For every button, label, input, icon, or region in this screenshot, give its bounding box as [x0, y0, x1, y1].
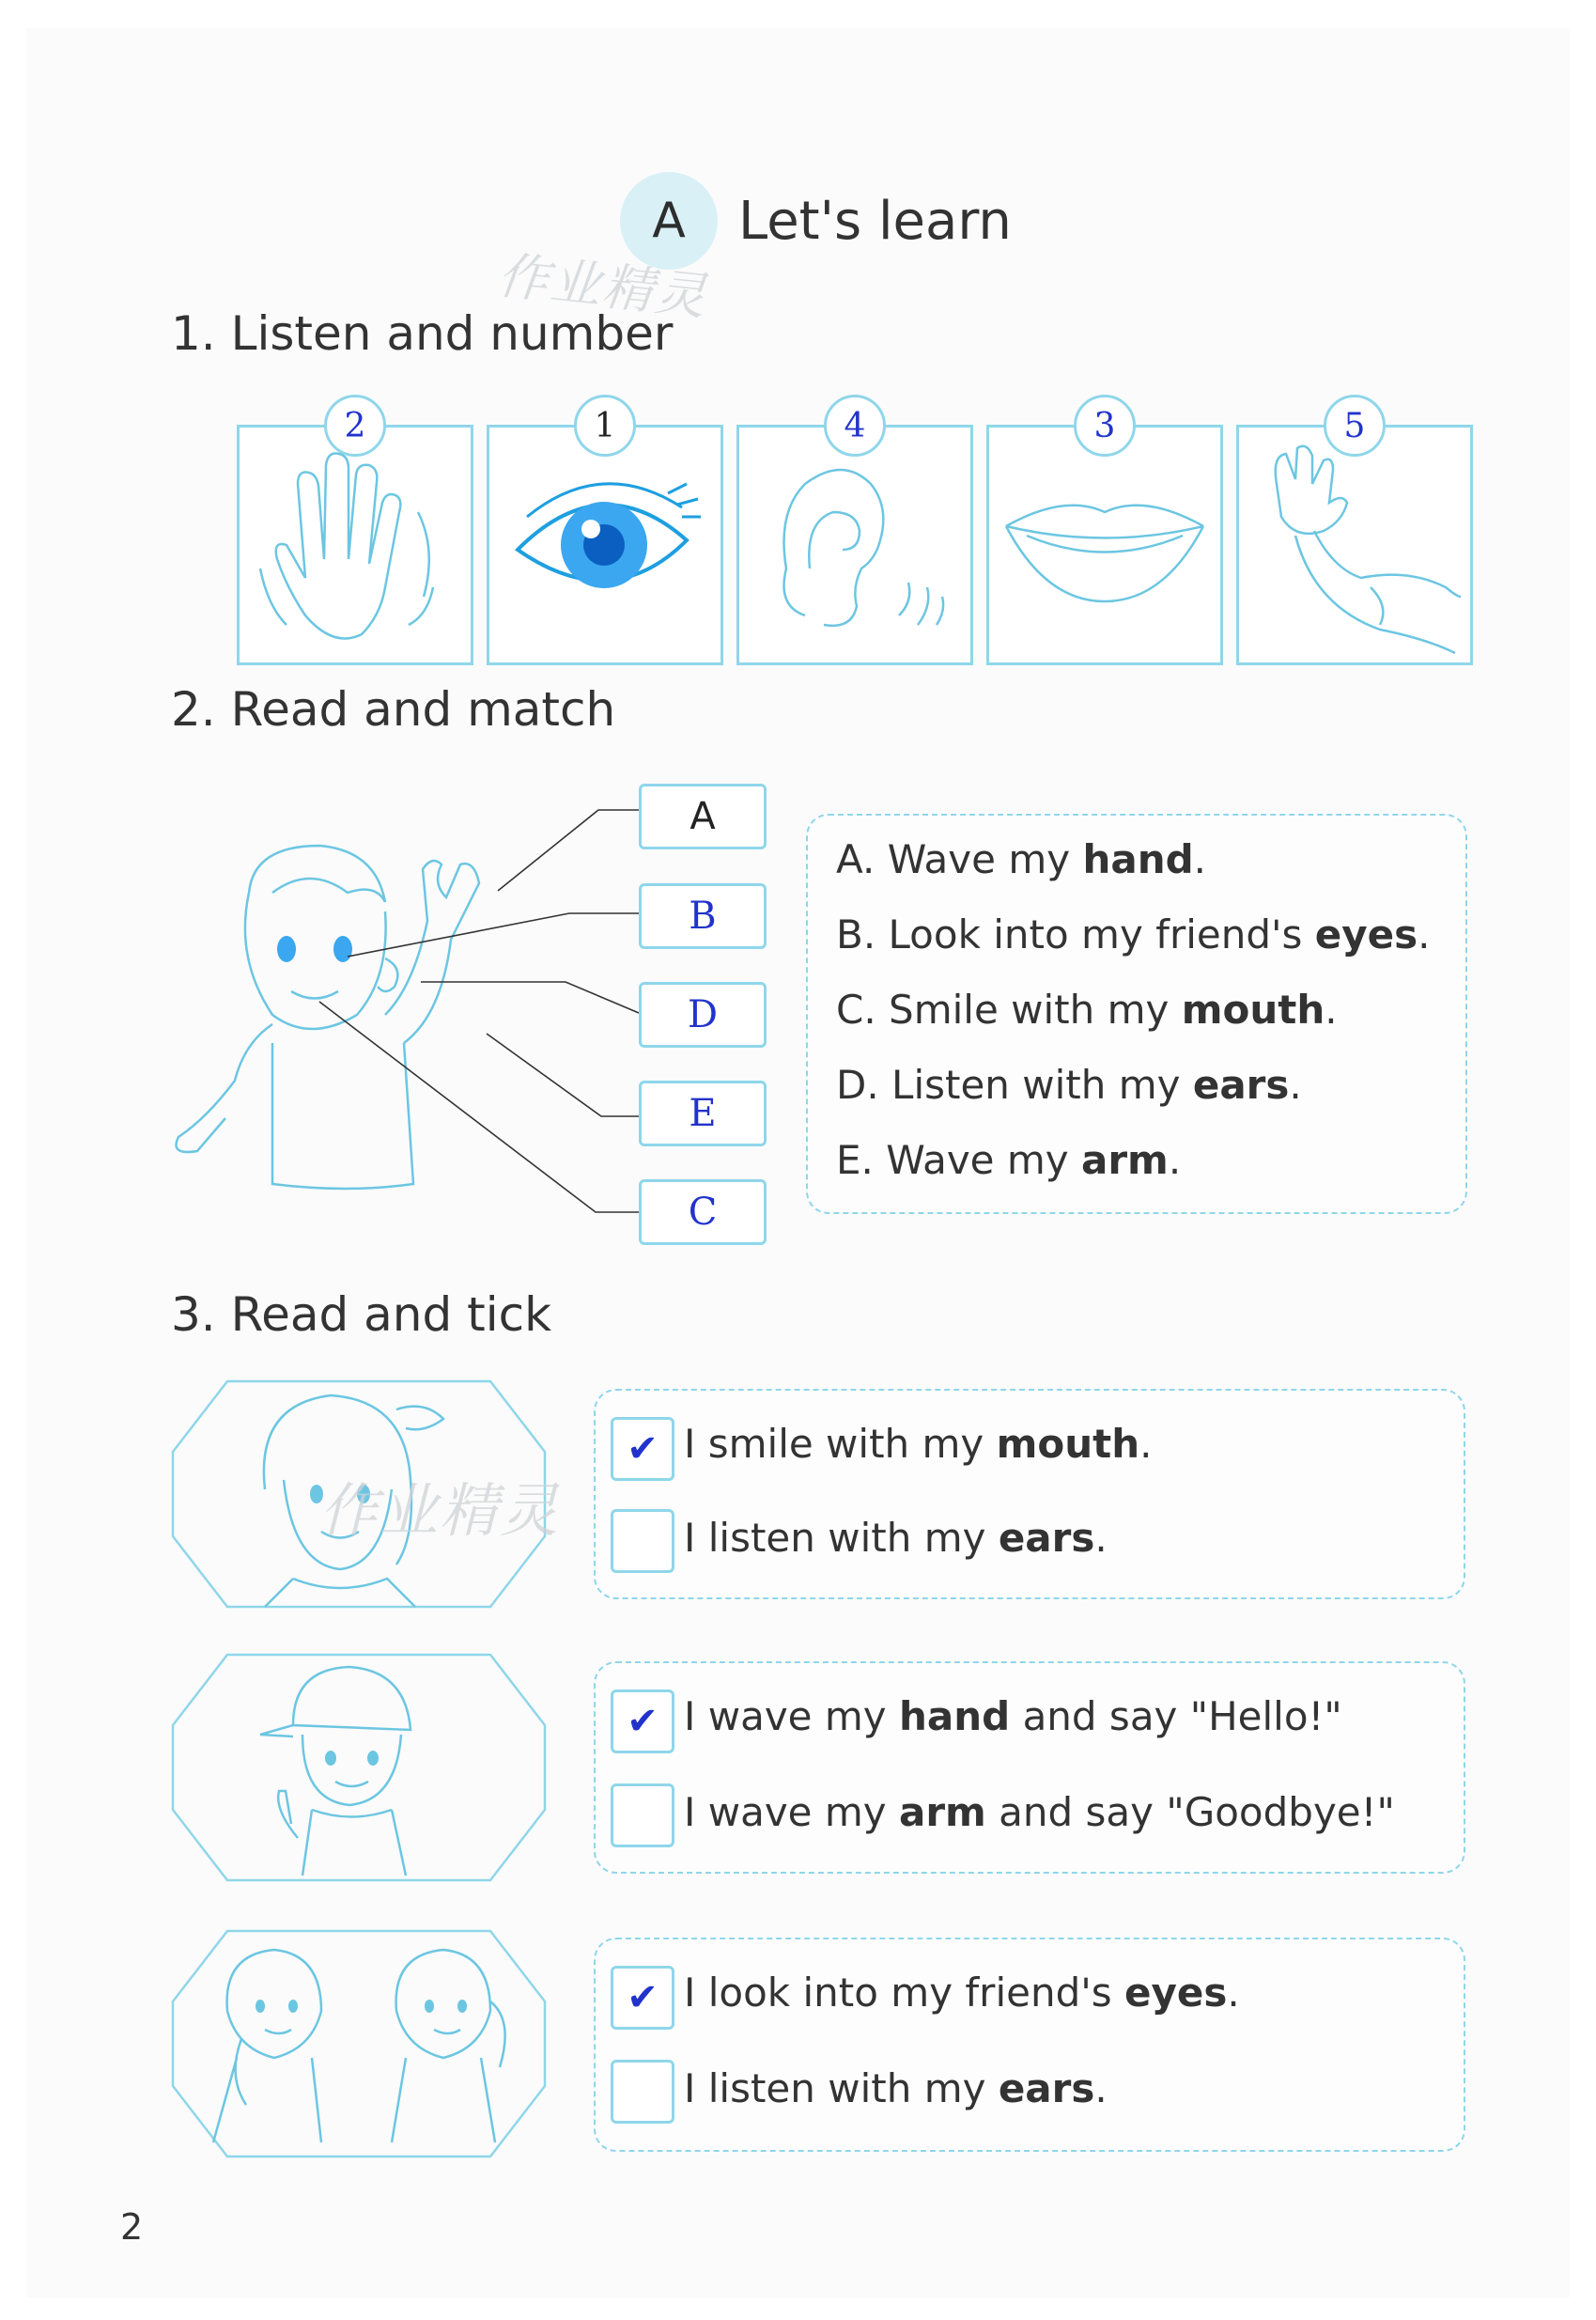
tick-statement-2a [684, 1693, 1342, 1739]
statement-text-end: . [1094, 2065, 1108, 2111]
match-option-d [836, 1062, 1302, 1108]
statement-text: I wave my [684, 1693, 899, 1739]
option-keyword: eyes [1314, 911, 1418, 958]
option-text-end: . [1168, 1137, 1182, 1183]
tick-statement-3b [684, 2065, 1108, 2111]
match-option-a [836, 836, 1206, 882]
match-box-1: A [639, 784, 767, 849]
match-box-3: D [639, 982, 767, 1048]
option-keyword: ears [1192, 1062, 1290, 1108]
tick-statement-2b [684, 1789, 1395, 1835]
match-box-4: E [639, 1081, 767, 1146]
statement-text: I listen with my [684, 1515, 999, 1561]
statement-text: I smile with my [684, 1421, 997, 1467]
tick-box-2a[interactable]: ✔ [611, 1689, 674, 1753]
option-keyword: arm [1080, 1137, 1169, 1183]
statement-keyword: ears [998, 2065, 1095, 2111]
watermark: 作业精灵 [494, 245, 711, 327]
tick-statement-3a [684, 1970, 1240, 2016]
option-text-end: . [1325, 987, 1338, 1033]
two-girls-icon [171, 1926, 547, 2161]
option-text-end: . [1193, 836, 1207, 882]
statement-keyword: arm [899, 1789, 986, 1835]
option-text: E. Wave my [836, 1137, 1081, 1183]
waving-boy-icon [171, 1650, 547, 1885]
match-box-2: B [639, 883, 767, 949]
option-keyword: hand [1082, 836, 1194, 882]
answer-number-1: 2 [324, 395, 386, 457]
statement-text-end: . [1227, 1970, 1240, 2016]
match-option-e [836, 1137, 1181, 1183]
answer-number-2: 1 [574, 395, 636, 457]
tick-box-3a[interactable]: ✔ [611, 1966, 674, 2030]
lesson-title: Let's learn [738, 190, 1012, 252]
section2-title: 2. Read and match [171, 682, 616, 737]
statement-text: I listen with my [684, 2065, 999, 2111]
answer-number-3: 4 [824, 395, 886, 457]
statement-keyword: ears [998, 1515, 1095, 1561]
lesson-letter-badge: A [620, 172, 718, 270]
tick-box-1a[interactable]: ✔ [611, 1417, 674, 1481]
match-box-5: C [639, 1179, 767, 1245]
option-text: D. Listen with my [836, 1062, 1193, 1108]
match-option-c [836, 987, 1338, 1033]
section1-title: 1. Listen and number [171, 306, 674, 361]
tick-statement-1a [684, 1421, 1153, 1467]
option-text: B. Look into my friend's [836, 911, 1315, 958]
option-text-end: . [1418, 911, 1431, 958]
statement-keyword: mouth [996, 1421, 1140, 1467]
statement-text-end: . [1139, 1421, 1153, 1467]
statement-keyword: eyes [1124, 1970, 1228, 2016]
statement-text: I wave my [684, 1789, 899, 1835]
tick-box-2b[interactable] [611, 1783, 674, 1847]
page-number: 2 [120, 2206, 144, 2248]
answer-number-4: 3 [1074, 395, 1136, 457]
statement-text-end: . [1094, 1515, 1108, 1561]
answer-number-5: 5 [1324, 395, 1386, 457]
statement-text-end: and say "Hello!" [1010, 1693, 1342, 1739]
section3-title: 3. Read and tick [171, 1287, 552, 1342]
tick-box-3b[interactable] [611, 2060, 674, 2124]
option-text-end: . [1289, 1062, 1302, 1108]
watermark: 作业精灵 [319, 1476, 561, 1545]
match-option-b [836, 911, 1431, 958]
option-text: C. Smile with my [836, 987, 1182, 1033]
statement-keyword: hand [899, 1693, 1011, 1739]
tick-box-1b[interactable] [611, 1509, 674, 1573]
statement-text: I look into my friend's [684, 1970, 1125, 2016]
tick-statement-1b [684, 1515, 1108, 1561]
option-keyword: mouth [1181, 987, 1325, 1033]
statement-text-end: and say "Goodbye!" [985, 1789, 1395, 1835]
option-text: A. Wave my [836, 836, 1083, 882]
